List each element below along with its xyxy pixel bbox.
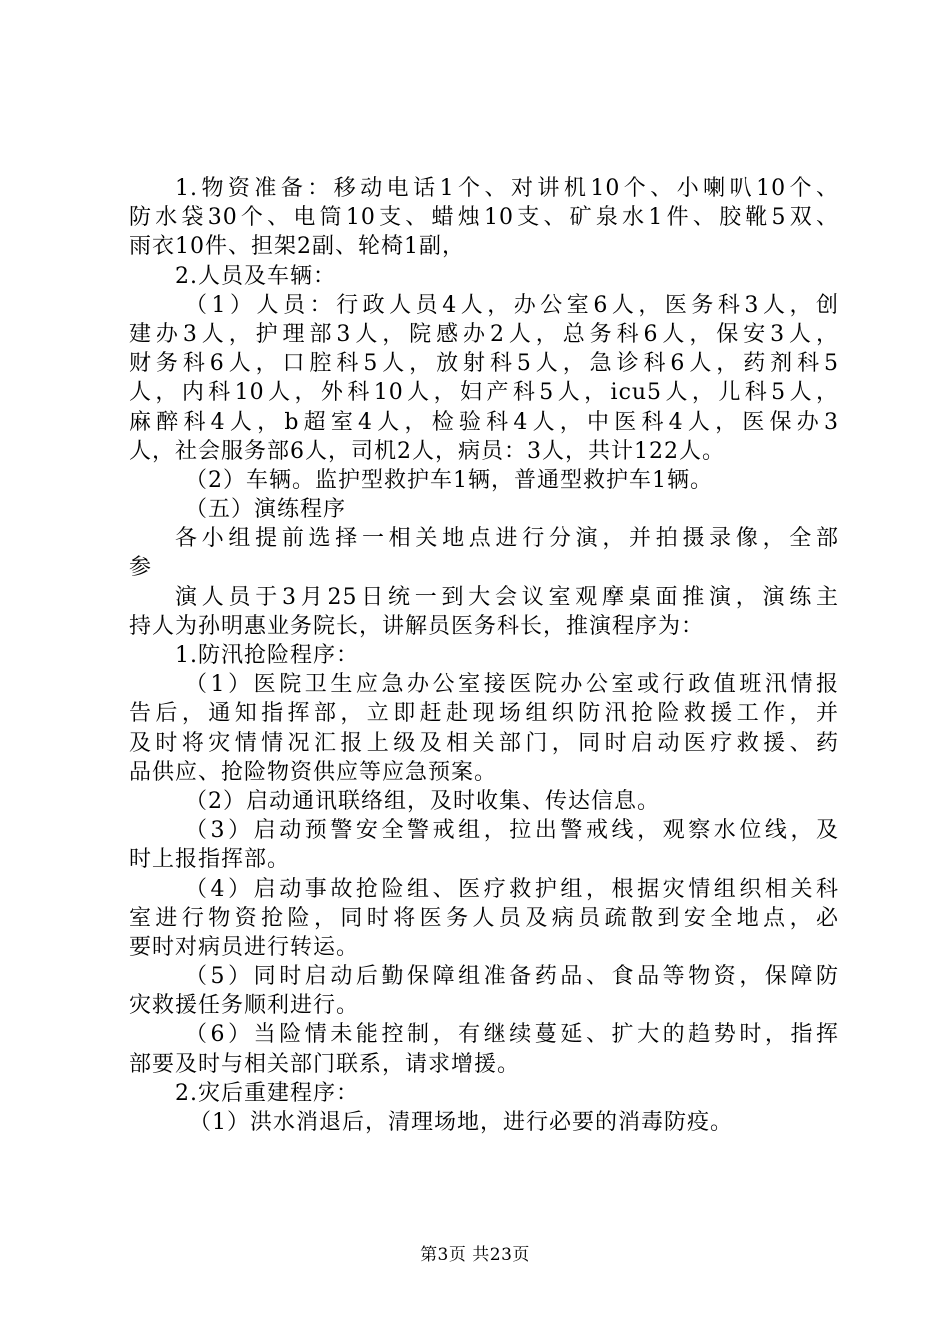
text-line: 品供应、抢险物资供应等应急预案。 <box>129 759 498 785</box>
text-line: 人，内科10人，外科10人，妇产科5人，icu5人，儿科5人， <box>129 380 839 406</box>
text-line: 参 <box>129 555 153 581</box>
text-line: 演人员于3月25日统一到大会议室观摩桌面推演，演练主 <box>175 584 839 610</box>
text-line: （3）启动预警安全警戒组，拉出警戒线，观察水位线，及 <box>185 818 839 844</box>
text-line: 各小组提前选择一相关地点进行分演，并拍摄录像，全部 <box>175 526 839 552</box>
text-line: （1）医院卫生应急办公室接医院办公室或行政值班汛情报 <box>185 672 839 698</box>
text-line: 室进行物资抢险，同时将医务人员及病员疏散到安全地点，必 <box>129 905 839 931</box>
text-line: 持人为孙明惠业务院长，讲解员医务科长，推演程序为： <box>129 613 705 639</box>
text-line: 人，社会服务部6人，司机2人，病员：3人，共计122人。 <box>129 438 725 464</box>
section-heading: （五）演练程序 <box>185 497 347 523</box>
section-heading: 1.防汛抢险程序： <box>175 643 359 668</box>
text-line: （5）同时启动后勤保障组准备药品、食品等物资，保障防 <box>185 964 839 990</box>
text-line: 及时将灾情情况汇报上级及相关部门，同时启动医疗救援、药 <box>129 730 839 756</box>
text-line: 灾救援任务顺利进行。 <box>129 993 360 1019</box>
text-line: 时上报指挥部。 <box>129 847 291 873</box>
text-line: 1.物资准备：移动电话1个、对讲机10个、小喇叭10个、 <box>175 176 839 201</box>
text-line: 部要及时与相关部门联系，请求增援。 <box>129 1051 521 1077</box>
section-heading: 2.灾后重建程序： <box>175 1080 359 1106</box>
text-line: 建办3人，护理部3人，院感办2人，总务科6人，保安3人， <box>129 321 839 347</box>
text-line: 财务科6人，口腔科5人，放射科5人，急诊科6人，药剂科5 <box>129 351 839 377</box>
text-line: 雨衣10件、担架2副、轮椅1副， <box>129 234 465 260</box>
text-line: （2）启动通讯联络组，及时收集、传达信息。 <box>185 788 660 814</box>
text-line: 防水袋30个、电筒10支、蜡烛10支、矿泉水1件、胶靴5双、 <box>129 205 839 231</box>
section-heading: 2.人员及车辆： <box>175 263 336 289</box>
text-line: （2）车辆。监护型救护车1辆，普通型救护车1辆。 <box>185 467 713 493</box>
text-line: （6）当险情未能控制，有继续蔓延、扩大的趋势时，指挥 <box>185 1022 839 1048</box>
text-line: （1）洪水消退后，清理场地，进行必要的消毒防疫。 <box>189 1110 733 1135</box>
document-body <box>129 174 839 1137</box>
text-line: （4）启动事故抢险组、医疗救护组，根据灾情组织相关科 <box>185 876 839 902</box>
text-line: （1）人员：行政人员4人，办公室6人，医务科3人，创 <box>185 292 839 318</box>
page-number-footer: 第3页 共23页 <box>420 1245 530 1265</box>
text-line: 要时对病员进行转运。 <box>129 934 360 960</box>
text-line: 告后，通知指挥部，立即赶赴现场组织防汛抢险救援工作，并 <box>129 701 839 727</box>
text-line: 麻醉科4人，b超室4人，检验科4人，中医科4人，医保办3 <box>129 409 839 435</box>
